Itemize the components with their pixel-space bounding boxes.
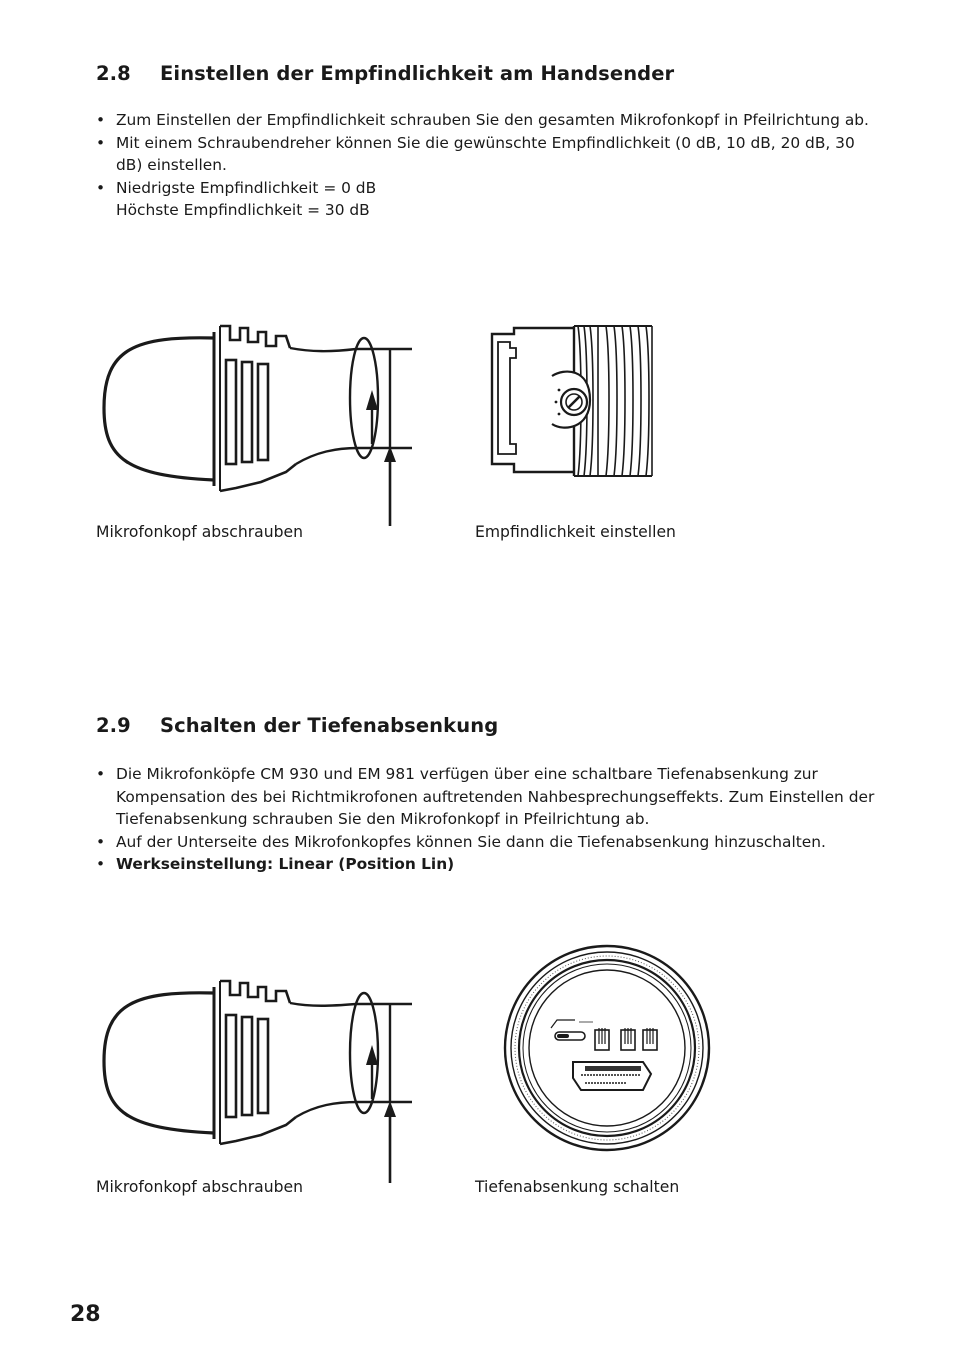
mic-unscrew-illustration — [96, 318, 416, 530]
list-item: • Niedrigste Empfindlichkeit = 0 dB Höchste Empfindlichkeit = 30 dB — [96, 178, 377, 219]
figure-caption: Mikrofonkopf abschrauben — [96, 1178, 303, 1196]
section-2-8-bullets — [96, 109, 896, 222]
bass-rolloff-switch-illustration — [503, 944, 711, 1152]
figure-caption: Mikrofonkopf abschrauben — [96, 523, 303, 541]
figure-caption: Tiefenabsenkung schalten — [475, 1178, 680, 1196]
figure-caption: Empfindlichkeit einstellen — [475, 523, 676, 541]
section-2-8-heading — [96, 62, 674, 85]
list-item: • Die Mikrofonköpfe CM 930 und EM 981 verfügen über eine schaltbare Tiefenabsenkung zur Kompensation des bei Richtmikrofonen auftretenden Nahbesprechungseffekts. Zum Einstellen der Tiefenabsenkung schrauben Sie den Mikrofonkopf in Pfeilrichtung ab. — [96, 765, 875, 828]
page-number: 28 — [70, 1302, 101, 1327]
list-item: • Zum Einstellen der Empfindlichkeit schrauben Sie den gesamten Mikrofonkopf in Pfeilrichtung ab. — [96, 111, 869, 129]
list-item: • Auf der Unterseite des Mikrofonkopfes können Sie dann die Tiefenabsenkung hinzuschalten. — [96, 832, 826, 851]
list-item: • Mit einem Schraubendreher können Sie die gewünschte Empfindlichkeit (0 dB, 10 dB, 20 dB, 30 dB) einstellen. — [96, 133, 855, 174]
section-title: Einstellen der Empfindlichkeit am Handsender — [160, 62, 675, 85]
section-number: 2.9 — [96, 714, 131, 737]
list-item: • Werkseinstellung: Linear (Position Lin) — [96, 855, 455, 873]
section-title: Schalten der Tiefenabsenkung — [160, 714, 499, 737]
sensitivity-setting-illustration — [486, 324, 658, 480]
mic-unscrew-illustration — [96, 975, 416, 1187]
section-2-9-heading — [96, 714, 498, 737]
section-2-9-bullets — [96, 763, 896, 876]
section-number: 2.8 — [96, 62, 131, 85]
